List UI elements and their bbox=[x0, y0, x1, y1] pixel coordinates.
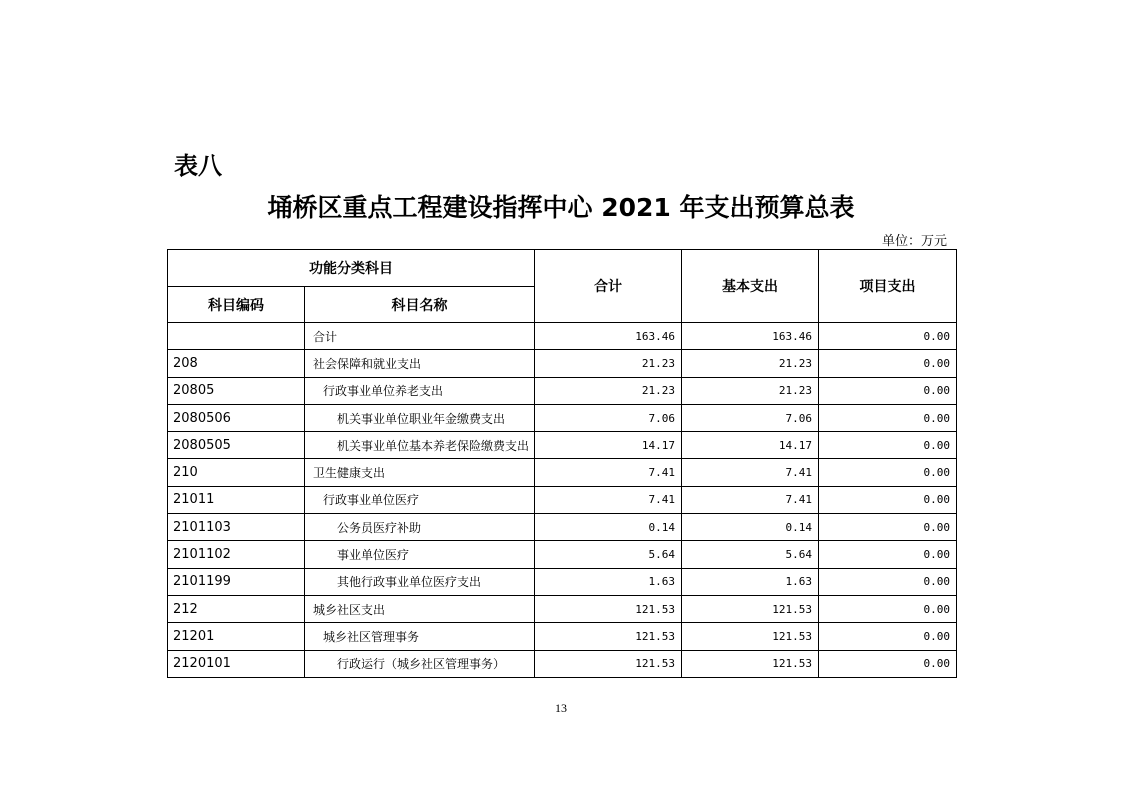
cell-total: 0.14 bbox=[535, 514, 682, 541]
cell-subject-name: 合计 bbox=[305, 323, 535, 350]
table-row bbox=[168, 568, 957, 595]
cell-subject-name: 公务员医疗补助 bbox=[305, 514, 535, 541]
table-row bbox=[168, 541, 957, 568]
cell-total: 121.53 bbox=[535, 623, 682, 650]
cell-project-expenditure: 0.00 bbox=[819, 541, 957, 568]
page-title: 埇桥区重点工程建设指挥中心 2021 年支出预算总表 bbox=[267, 193, 855, 222]
table-row bbox=[168, 404, 957, 431]
table-row bbox=[168, 486, 957, 513]
cell-basic-expenditure: 21.23 bbox=[682, 377, 819, 404]
table-label: 表八 bbox=[174, 152, 222, 180]
header-functional-classification: 功能分类科目 bbox=[168, 250, 535, 287]
cell-project-expenditure: 0.00 bbox=[819, 350, 957, 377]
cell-total: 21.23 bbox=[535, 377, 682, 404]
cell-subject-code: 2120101 bbox=[168, 650, 305, 677]
cell-basic-expenditure: 7.06 bbox=[682, 404, 819, 431]
cell-total: 7.06 bbox=[535, 404, 682, 431]
cell-subject-name: 城乡社区管理事务 bbox=[305, 623, 535, 650]
cell-total: 121.53 bbox=[535, 650, 682, 677]
table-row bbox=[168, 350, 957, 377]
table-body bbox=[168, 323, 957, 678]
cell-basic-expenditure: 5.64 bbox=[682, 541, 819, 568]
cell-basic-expenditure: 7.41 bbox=[682, 459, 819, 486]
table-row bbox=[168, 432, 957, 459]
cell-subject-code: 2101103 bbox=[168, 514, 305, 541]
cell-subject-name: 事业单位医疗 bbox=[305, 541, 535, 568]
cell-total: 7.41 bbox=[535, 459, 682, 486]
cell-total: 7.41 bbox=[535, 486, 682, 513]
header-project-expenditure: 项目支出 bbox=[819, 250, 957, 323]
cell-subject-name: 行政事业单位医疗 bbox=[305, 486, 535, 513]
cell-subject-code: 2080505 bbox=[168, 432, 305, 459]
cell-basic-expenditure: 1.63 bbox=[682, 568, 819, 595]
cell-subject-code: 21011 bbox=[168, 486, 305, 513]
table-row bbox=[168, 323, 957, 350]
header-total: 合计 bbox=[535, 250, 682, 323]
cell-basic-expenditure: 121.53 bbox=[682, 623, 819, 650]
budget-table bbox=[167, 249, 957, 678]
cell-project-expenditure: 0.00 bbox=[819, 323, 957, 350]
cell-basic-expenditure: 163.46 bbox=[682, 323, 819, 350]
page-number: 13 bbox=[555, 701, 567, 715]
cell-project-expenditure: 0.00 bbox=[819, 486, 957, 513]
table-row bbox=[168, 377, 957, 404]
table-row bbox=[168, 595, 957, 622]
cell-total: 1.63 bbox=[535, 568, 682, 595]
cell-basic-expenditure: 0.14 bbox=[682, 514, 819, 541]
table-row bbox=[168, 514, 957, 541]
cell-project-expenditure: 0.00 bbox=[819, 377, 957, 404]
cell-subject-name: 卫生健康支出 bbox=[305, 459, 535, 486]
cell-subject-name: 机关事业单位职业年金缴费支出 bbox=[305, 404, 535, 431]
cell-subject-code: 20805 bbox=[168, 377, 305, 404]
header-basic-expenditure: 基本支出 bbox=[682, 250, 819, 323]
cell-total: 163.46 bbox=[535, 323, 682, 350]
cell-project-expenditure: 0.00 bbox=[819, 404, 957, 431]
table-row bbox=[168, 459, 957, 486]
cell-subject-code: 210 bbox=[168, 459, 305, 486]
cell-subject-name: 社会保障和就业支出 bbox=[305, 350, 535, 377]
cell-project-expenditure: 0.00 bbox=[819, 623, 957, 650]
cell-subject-code bbox=[168, 323, 305, 350]
cell-total: 5.64 bbox=[535, 541, 682, 568]
cell-subject-name: 机关事业单位基本养老保险缴费支出 bbox=[305, 432, 535, 459]
cell-subject-code: 208 bbox=[168, 350, 305, 377]
cell-project-expenditure: 0.00 bbox=[819, 595, 957, 622]
cell-subject-code: 2101199 bbox=[168, 568, 305, 595]
cell-basic-expenditure: 14.17 bbox=[682, 432, 819, 459]
cell-subject-code: 212 bbox=[168, 595, 305, 622]
cell-subject-name: 行政事业单位养老支出 bbox=[305, 377, 535, 404]
cell-total: 121.53 bbox=[535, 595, 682, 622]
cell-subject-name: 行政运行（城乡社区管理事务） bbox=[305, 650, 535, 677]
cell-subject-code: 21201 bbox=[168, 623, 305, 650]
cell-project-expenditure: 0.00 bbox=[819, 514, 957, 541]
cell-project-expenditure: 0.00 bbox=[819, 650, 957, 677]
cell-total: 14.17 bbox=[535, 432, 682, 459]
cell-project-expenditure: 0.00 bbox=[819, 459, 957, 486]
cell-project-expenditure: 0.00 bbox=[819, 432, 957, 459]
cell-subject-code: 2101102 bbox=[168, 541, 305, 568]
cell-basic-expenditure: 21.23 bbox=[682, 350, 819, 377]
cell-project-expenditure: 0.00 bbox=[819, 568, 957, 595]
header-subject-name: 科目名称 bbox=[305, 287, 535, 323]
table-row bbox=[168, 623, 957, 650]
cell-subject-code: 2080506 bbox=[168, 404, 305, 431]
unit-label: 单位：万元 bbox=[881, 234, 947, 249]
header-subject-code: 科目编码 bbox=[168, 287, 305, 323]
cell-subject-name: 城乡社区支出 bbox=[305, 595, 535, 622]
table-row bbox=[168, 650, 957, 677]
cell-total: 21.23 bbox=[535, 350, 682, 377]
cell-basic-expenditure: 7.41 bbox=[682, 486, 819, 513]
cell-basic-expenditure: 121.53 bbox=[682, 595, 819, 622]
cell-subject-name: 其他行政事业单位医疗支出 bbox=[305, 568, 535, 595]
cell-basic-expenditure: 121.53 bbox=[682, 650, 819, 677]
